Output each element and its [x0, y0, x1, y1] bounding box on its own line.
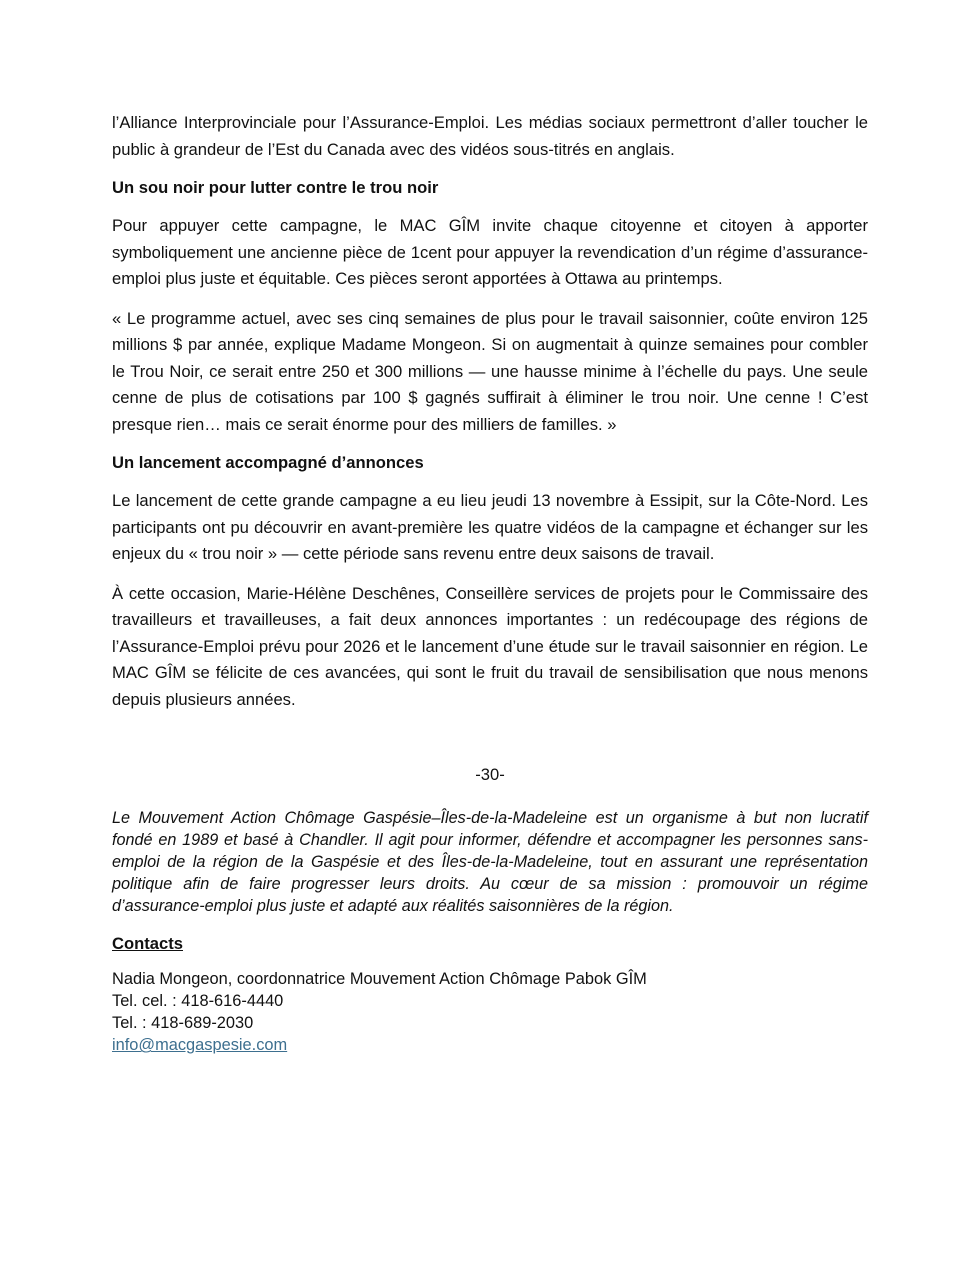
intro-paragraph: l’Alliance Interprovinciale pour l’Assurance-Emploi. Les médias sociaux permettront d’aller toucher le public à grandeur de l’Est du Canada avec des vidéos sous-titrés en anglais. — [112, 113, 868, 159]
paragraph-quote-mongeon: « Le programme actuel, avec ses cinq semaines de plus pour le travail saisonnier, coûte environ 125 millions $ par année, explique Madame Mongeon. Si on augmentait à quinze semaines pour combler le Trou Noir, ce serait entre 250 et 300 millions — une hausse minime à l’échelle du pays. Une seule cenne de plus de cotisations par 100 $ gagnés suffirait à éliminer le trou noir. Une cenne ! C’est presque rien… mais ce serait énorme pour des milliers de familles. » — [112, 308, 868, 434]
paragraph-campaign-support: Pour appuyer cette campagne, le MAC GÎM invite chaque citoyenne et citoyen à apporter symboliquement une ancienne pièce de 1cent pour appuyer la revendication d’un régime d’assurance-emploi plus juste et équitable. Ces pièces seront apportées à Ottawa au printemps. — [112, 216, 868, 288]
contact-details — [112, 968, 868, 1056]
paragraph-announcements: À cette occasion, Marie-Hélène Deschênes, Conseillère services de projets pour le Commissaire des travailleurs et travailleuses, a fait deux annonces importantes : un redécoupage des régions de l’Assurance-Emploi prévu pour 2026 et le lancement d’une étude sur le travail saisonnier en région. Le MAC GÎM se félicite de ces avancées, qui sont le fruit du travail de sensibilisation que nous menons depuis plusieurs années. — [112, 583, 868, 709]
contact-cell-phone: Tel. cel. : 418-616-4440 — [112, 992, 284, 1011]
end-separator: -30- — [475, 765, 505, 784]
contact-name: Nadia Mongeon, coordonnatrice Mouvement Action Chômage Pabok GÎM — [112, 970, 647, 989]
paragraph-launch-event: Le lancement de cette grande campagne a eu lieu jeudi 13 novembre à Essipit, sur la Côte-Nord. Les participants ont pu découvrir en avant-première les quatre vidéos de la campagne et échanger sur les enjeux du « trou noir » — cette période sans revenu entre deux saisons de travail. — [112, 491, 868, 563]
document-page — [112, 110, 868, 1056]
contacts-heading: Contacts — [112, 934, 183, 954]
contact-phone: Tel. : 418-689-2030 — [112, 1014, 254, 1033]
contact-email-link[interactable]: info@macgaspesie.com — [112, 1036, 288, 1055]
section-heading-sou-noir: Un sou noir pour lutter contre le trou noir — [112, 178, 439, 197]
organization-description: Le Mouvement Action Chômage Gaspésie–Îles-de-la-Madeleine est un organisme à but non lucratif fondé en 1989 et basé à Chandler. Il agit pour informer, défendre et accompagner les personnes sans-emploi de la région de la Gaspésie et des Îles-de-la-Madeleine, tout en assurant une représentation politique afin de faire progresser leurs droits. Au cœur de sa mission : promouvoir un régime d’assurance-emploi plus juste et adapté aux réalités saisonnières de la région. — [112, 809, 868, 915]
section-heading-lancement: Un lancement accompagné d’annonces — [112, 453, 424, 472]
